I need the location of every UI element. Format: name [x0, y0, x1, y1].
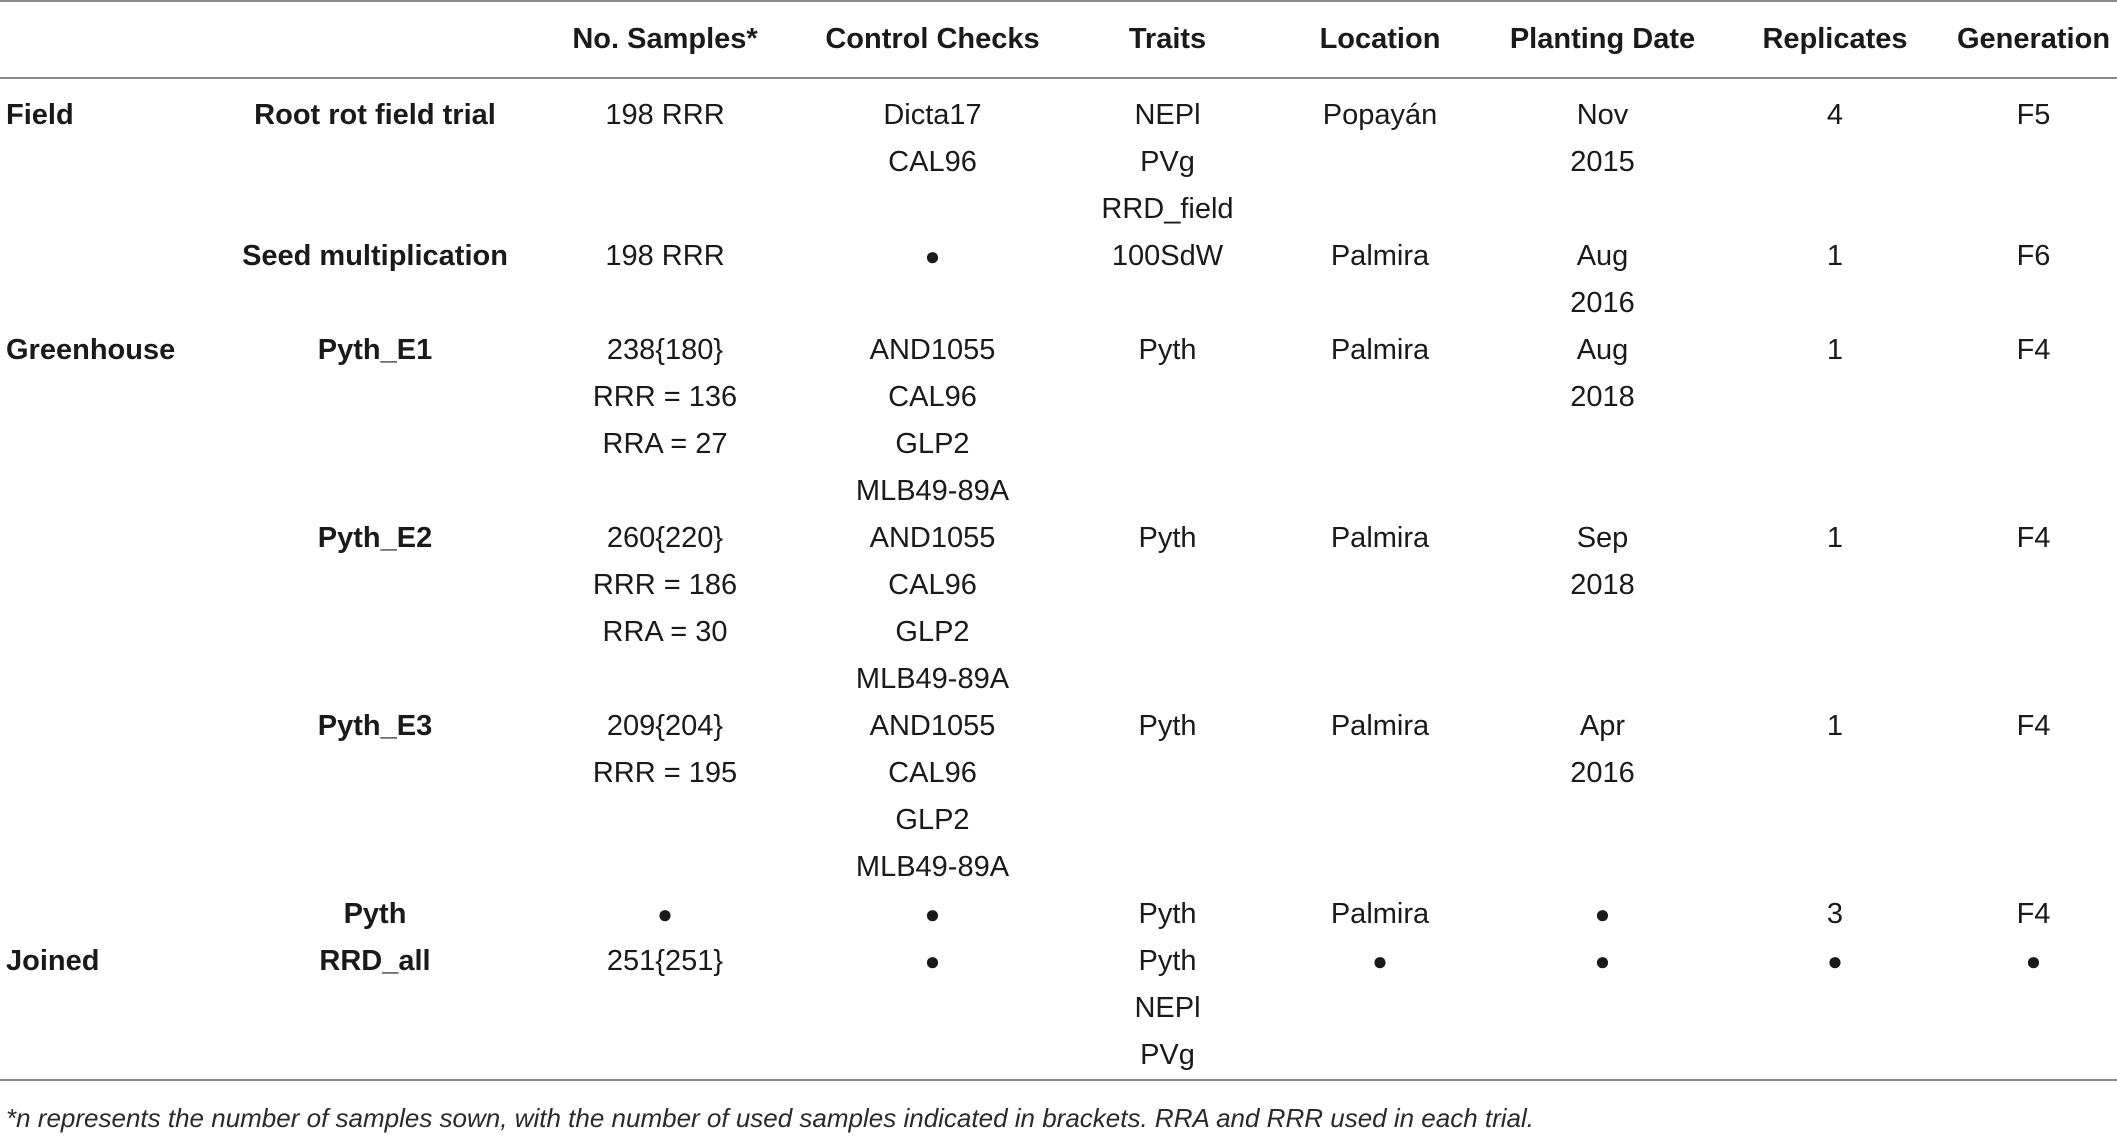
header-samples: No. Samples*	[525, 1, 805, 78]
traits-cell	[1060, 327, 1275, 515]
cell-line	[1485, 891, 1720, 938]
cell-line: Apr	[1579, 710, 1626, 742]
replicates-cell	[1720, 703, 1950, 891]
cell-line: 209{204}	[606, 710, 724, 742]
cell-line	[805, 233, 1060, 280]
cell-line: CAL96	[888, 146, 977, 178]
replicates-cell	[1720, 891, 1950, 938]
control-checks-cell	[805, 938, 1060, 1080]
header-trial	[225, 1, 525, 78]
location-cell	[1275, 703, 1485, 891]
cell-line: CAL96	[888, 569, 977, 601]
cell-line: Nov	[1576, 99, 1629, 131]
cell-line: GLP2	[895, 616, 970, 648]
cell-line: F4	[2016, 334, 2051, 366]
cell-line: F4	[2016, 710, 2051, 742]
trial-name-cell: Pyth_E2	[317, 522, 433, 554]
table-row	[0, 327, 2117, 515]
location-cell	[1275, 78, 1485, 233]
location-cell	[1275, 327, 1485, 515]
cell-line: 1	[1826, 522, 1844, 554]
cell-line: F5	[2016, 99, 2051, 131]
samples-cell	[525, 938, 805, 1080]
empty-value-bullet: ●	[657, 899, 673, 929]
table-row	[0, 233, 2117, 327]
cell-line: 198 RRR	[605, 240, 725, 272]
traits-cell	[1060, 703, 1275, 891]
generation-cell	[1950, 327, 2117, 515]
cell-line: NEPl	[1134, 992, 1201, 1024]
cell-line: 2016	[1570, 757, 1635, 789]
cell-line: Palmira	[1330, 334, 1430, 366]
table-row	[0, 938, 2117, 1080]
control-checks-cell	[805, 327, 1060, 515]
header-generation: Generation	[1950, 1, 2117, 78]
trial-name-cell: Seed multiplication	[242, 240, 508, 272]
cell-line: 260{220}	[606, 522, 724, 554]
cell-line: CAL96	[888, 381, 977, 413]
group-cell	[0, 233, 225, 327]
cell-line: Aug	[1576, 334, 1629, 366]
group-cell: Greenhouse	[6, 334, 176, 366]
cell-line: 3	[1826, 898, 1844, 930]
table-row	[0, 891, 2117, 938]
generation-cell	[1950, 891, 2117, 938]
empty-value-bullet: ●	[924, 241, 941, 271]
cell-line: 4	[1826, 99, 1844, 131]
cell-line: 2015	[1570, 146, 1635, 178]
traits-cell	[1060, 515, 1275, 703]
empty-value-bullet: ●	[1372, 946, 1388, 976]
cell-line	[1485, 938, 1720, 985]
cell-line: RRR = 186	[592, 569, 738, 601]
table-body	[0, 78, 2117, 1080]
cell-line: MLB49-89A	[855, 475, 1010, 507]
planting-date-cell	[1485, 78, 1720, 233]
cell-line: Palmira	[1330, 710, 1430, 742]
table-row	[0, 515, 2117, 703]
group-cell	[0, 703, 225, 891]
header-group	[0, 1, 225, 78]
cell-line: MLB49-89A	[855, 851, 1010, 883]
group-cell: Field	[6, 99, 74, 131]
generation-cell	[1950, 233, 2117, 327]
cell-line: Sep	[1576, 522, 1629, 554]
empty-value-bullet: ●	[1594, 899, 1611, 929]
cell-line: Aug	[1576, 240, 1629, 272]
location-cell	[1275, 938, 1485, 1080]
cell-line: Palmira	[1330, 240, 1430, 272]
cell-line: NEPl	[1134, 99, 1201, 131]
generation-cell	[1950, 703, 2117, 891]
samples-cell	[525, 327, 805, 515]
cell-line: Pyth	[1138, 945, 1197, 977]
empty-value-bullet: ●	[924, 899, 941, 929]
trial-name-cell: RRD_all	[225, 938, 525, 1080]
samples-cell	[525, 703, 805, 891]
cell-line: F4	[2016, 898, 2051, 930]
cell-line: RRR = 136	[592, 381, 738, 413]
header-planting-date: Planting Date	[1485, 1, 1720, 78]
cell-line: RRA = 27	[602, 428, 728, 460]
cell-line: CAL96	[888, 757, 977, 789]
cell-line: Palmira	[1330, 522, 1430, 554]
cell-line: RRD_field	[1101, 193, 1234, 225]
cell-line: GLP2	[895, 428, 970, 460]
samples-cell	[525, 891, 805, 938]
control-checks-cell	[805, 233, 1060, 327]
cell-line: 198 RRR	[605, 99, 725, 131]
cell-line	[1950, 938, 2117, 985]
traits-cell	[1060, 78, 1275, 233]
cell-line: MLB49-89A	[855, 663, 1010, 695]
cell-line: 2016	[1570, 287, 1635, 319]
cell-line: Pyth	[1138, 334, 1197, 366]
cell-line: Pyth	[1138, 710, 1197, 742]
header-row	[0, 1, 2117, 78]
cell-line: 2018	[1570, 569, 1635, 601]
cell-line: Pyth	[1138, 898, 1197, 930]
table-row	[0, 703, 2117, 891]
trial-name-cell: Pyth_E3	[317, 710, 433, 742]
control-checks-cell	[805, 891, 1060, 938]
cell-line: Dicta17	[883, 99, 982, 131]
location-cell	[1275, 891, 1485, 938]
trial-name-cell: Pyth_E1	[317, 334, 433, 366]
replicates-cell	[1720, 515, 1950, 703]
header-replicates: Replicates	[1720, 1, 1950, 78]
cell-line: 1	[1826, 240, 1844, 272]
control-checks-cell	[805, 515, 1060, 703]
empty-value-bullet: ●	[2025, 946, 2042, 976]
cell-line: Palmira	[1330, 898, 1430, 930]
header-control-checks: Control Checks	[805, 1, 1060, 78]
cell-line	[1275, 938, 1485, 985]
cell-line: F4	[2016, 522, 2051, 554]
header-traits: Traits	[1060, 1, 1275, 78]
samples-cell	[525, 78, 805, 233]
cell-line: 2018	[1570, 381, 1635, 413]
group-cell	[0, 891, 225, 938]
control-checks-cell	[805, 78, 1060, 233]
cell-line: 1	[1826, 710, 1844, 742]
generation-cell	[1950, 938, 2117, 1080]
traits-cell	[1060, 938, 1275, 1080]
cell-line: Popayán	[1322, 99, 1438, 131]
cell-line: F6	[2016, 240, 2051, 272]
samples-cell	[525, 233, 805, 327]
cell-line	[1720, 938, 1950, 985]
replicates-cell	[1720, 327, 1950, 515]
location-cell	[1275, 233, 1485, 327]
planting-date-cell	[1485, 891, 1720, 938]
generation-cell	[1950, 515, 2117, 703]
cell-line: 251{251}	[606, 945, 724, 977]
replicates-cell	[1720, 938, 1950, 1080]
cell-line	[805, 891, 1060, 938]
cell-line: AND1055	[869, 334, 996, 366]
cell-line: 100SdW	[1111, 240, 1224, 272]
cell-line: 238{180}	[606, 334, 724, 366]
header-location: Location	[1275, 1, 1485, 78]
traits-cell	[1060, 233, 1275, 327]
group-cell	[0, 515, 225, 703]
traits-cell	[1060, 891, 1275, 938]
cell-line	[805, 938, 1060, 985]
cell-line: PVg	[1140, 1039, 1195, 1071]
empty-value-bullet: ●	[924, 946, 941, 976]
cell-line: AND1055	[869, 710, 996, 742]
generation-cell	[1950, 78, 2117, 233]
planting-date-cell	[1485, 515, 1720, 703]
planting-date-cell	[1485, 233, 1720, 327]
cell-line: GLP2	[895, 804, 970, 836]
samples-cell	[525, 515, 805, 703]
cell-line: Pyth	[1138, 522, 1197, 554]
empty-value-bullet: ●	[1827, 946, 1843, 976]
table-footnote: *n represents the number of samples sown, with the number of used samples indicated in brackets. RRA and RRR used in each trial.	[6, 1103, 1535, 1133]
replicates-cell	[1720, 233, 1950, 327]
cell-line	[525, 891, 805, 938]
planting-date-cell	[1485, 938, 1720, 1080]
empty-value-bullet: ●	[1594, 946, 1611, 976]
cell-line: RRA = 30	[602, 616, 728, 648]
trial-name-cell: Pyth	[343, 898, 407, 930]
table-row	[0, 78, 2117, 233]
cell-line: RRR = 195	[592, 757, 738, 789]
control-checks-cell	[805, 703, 1060, 891]
trial-name-cell: Root rot field trial	[254, 99, 496, 131]
group-cell: Joined	[0, 938, 225, 1080]
location-cell	[1275, 515, 1485, 703]
replicates-cell	[1720, 78, 1950, 233]
planting-date-cell	[1485, 327, 1720, 515]
planting-date-cell	[1485, 703, 1720, 891]
cell-line: 1	[1826, 334, 1844, 366]
cell-line: PVg	[1140, 146, 1195, 178]
cell-line: AND1055	[869, 522, 996, 554]
